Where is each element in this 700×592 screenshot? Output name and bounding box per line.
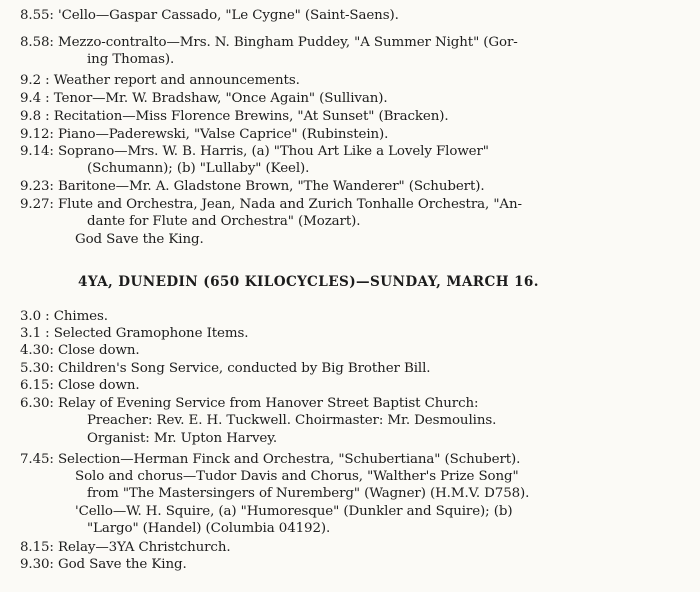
- programme-line: 3.1 : Selected Gramophone Items.: [20, 326, 249, 341]
- programme-line: 5.30: Children's Song Service, conducted by Big Brother Bill.: [20, 361, 431, 376]
- programme-line: 9.12: Piano—Paderewski, "Valse Caprice" (Rubinstein).: [20, 127, 389, 142]
- programme-line-continued: Solo and chorus—Tudor Davis and Chorus, "Walther's Prize Song": [75, 469, 519, 484]
- programme-line-continued: Organist: Mr. Upton Harvey.: [87, 431, 278, 446]
- station-heading: 4YA, DUNEDIN (650 KILOCYCLES)—SUNDAY, MARCH 16.: [78, 274, 539, 290]
- programme-line: 9.27: Flute and Orchestra, Jean, Nada and Zurich Tonhalle Orchestra, "An-: [20, 197, 522, 212]
- programme-line: 4.30: Close down.: [20, 343, 140, 358]
- programme-line-continued: Preacher: Rev. E. H. Tuckwell. Choirmaster: Mr. Desmoulins.: [87, 413, 497, 428]
- programme-line: 8.15: Relay—3YA Christchurch.: [20, 540, 231, 555]
- programme-line: 8.55: 'Cello—Gaspar Cassado, "Le Cygne" (Saint-Saens).: [20, 8, 399, 23]
- programme-line: 9.2 : Weather report and announcements.: [20, 73, 300, 88]
- programme-line-continued: ing Thomas).: [87, 52, 175, 67]
- programme-line: 3.0 : Chimes.: [20, 309, 108, 324]
- programme-line: 6.30: Relay of Evening Service from Hanover Street Baptist Church:: [20, 396, 479, 411]
- programme-line-continued: dante for Flute and Orchestra" (Mozart).: [87, 214, 361, 229]
- programme-line-continued: "Largo" (Handel) (Columbia 04192).: [87, 521, 331, 536]
- programme-closing-line: God Save the King.: [75, 232, 204, 247]
- programme-line: 9.14: Soprano—Mrs. W. B. Harris, (a) "Thou Art Like a Lovely Flower": [20, 144, 489, 159]
- programme-line: 9.4 : Tenor—Mr. W. Bradshaw, "Once Again" (Sullivan).: [20, 91, 388, 106]
- programme-line-continued: 'Cello—W. H. Squire, (a) "Humoresque" (Dunkler and Squire); (b): [75, 504, 513, 519]
- programme-line: 8.58: Mezzo-contralto—Mrs. N. Bingham Puddey, "A Summer Night" (Gor-: [20, 35, 518, 50]
- programme-line: 9.8 : Recitation—Miss Florence Brewins, "At Sunset" (Bracken).: [20, 109, 449, 124]
- programme-line-continued: from "The Mastersingers of Nuremberg" (Wagner) (H.M.V. D758).: [87, 486, 530, 501]
- programme-line-continued: (Schumann); (b) "Lullaby" (Keel).: [87, 161, 310, 176]
- programme-line: 6.15: Close down.: [20, 378, 140, 393]
- programme-line: 7.45: Selection—Herman Finck and Orchestra, "Schubertiana" (Schubert).: [20, 452, 521, 467]
- programme-line: 9.23: Baritone—Mr. A. Gladstone Brown, "The Wanderer" (Schubert).: [20, 179, 485, 194]
- programme-line: 9.30: God Save the King.: [20, 557, 187, 572]
